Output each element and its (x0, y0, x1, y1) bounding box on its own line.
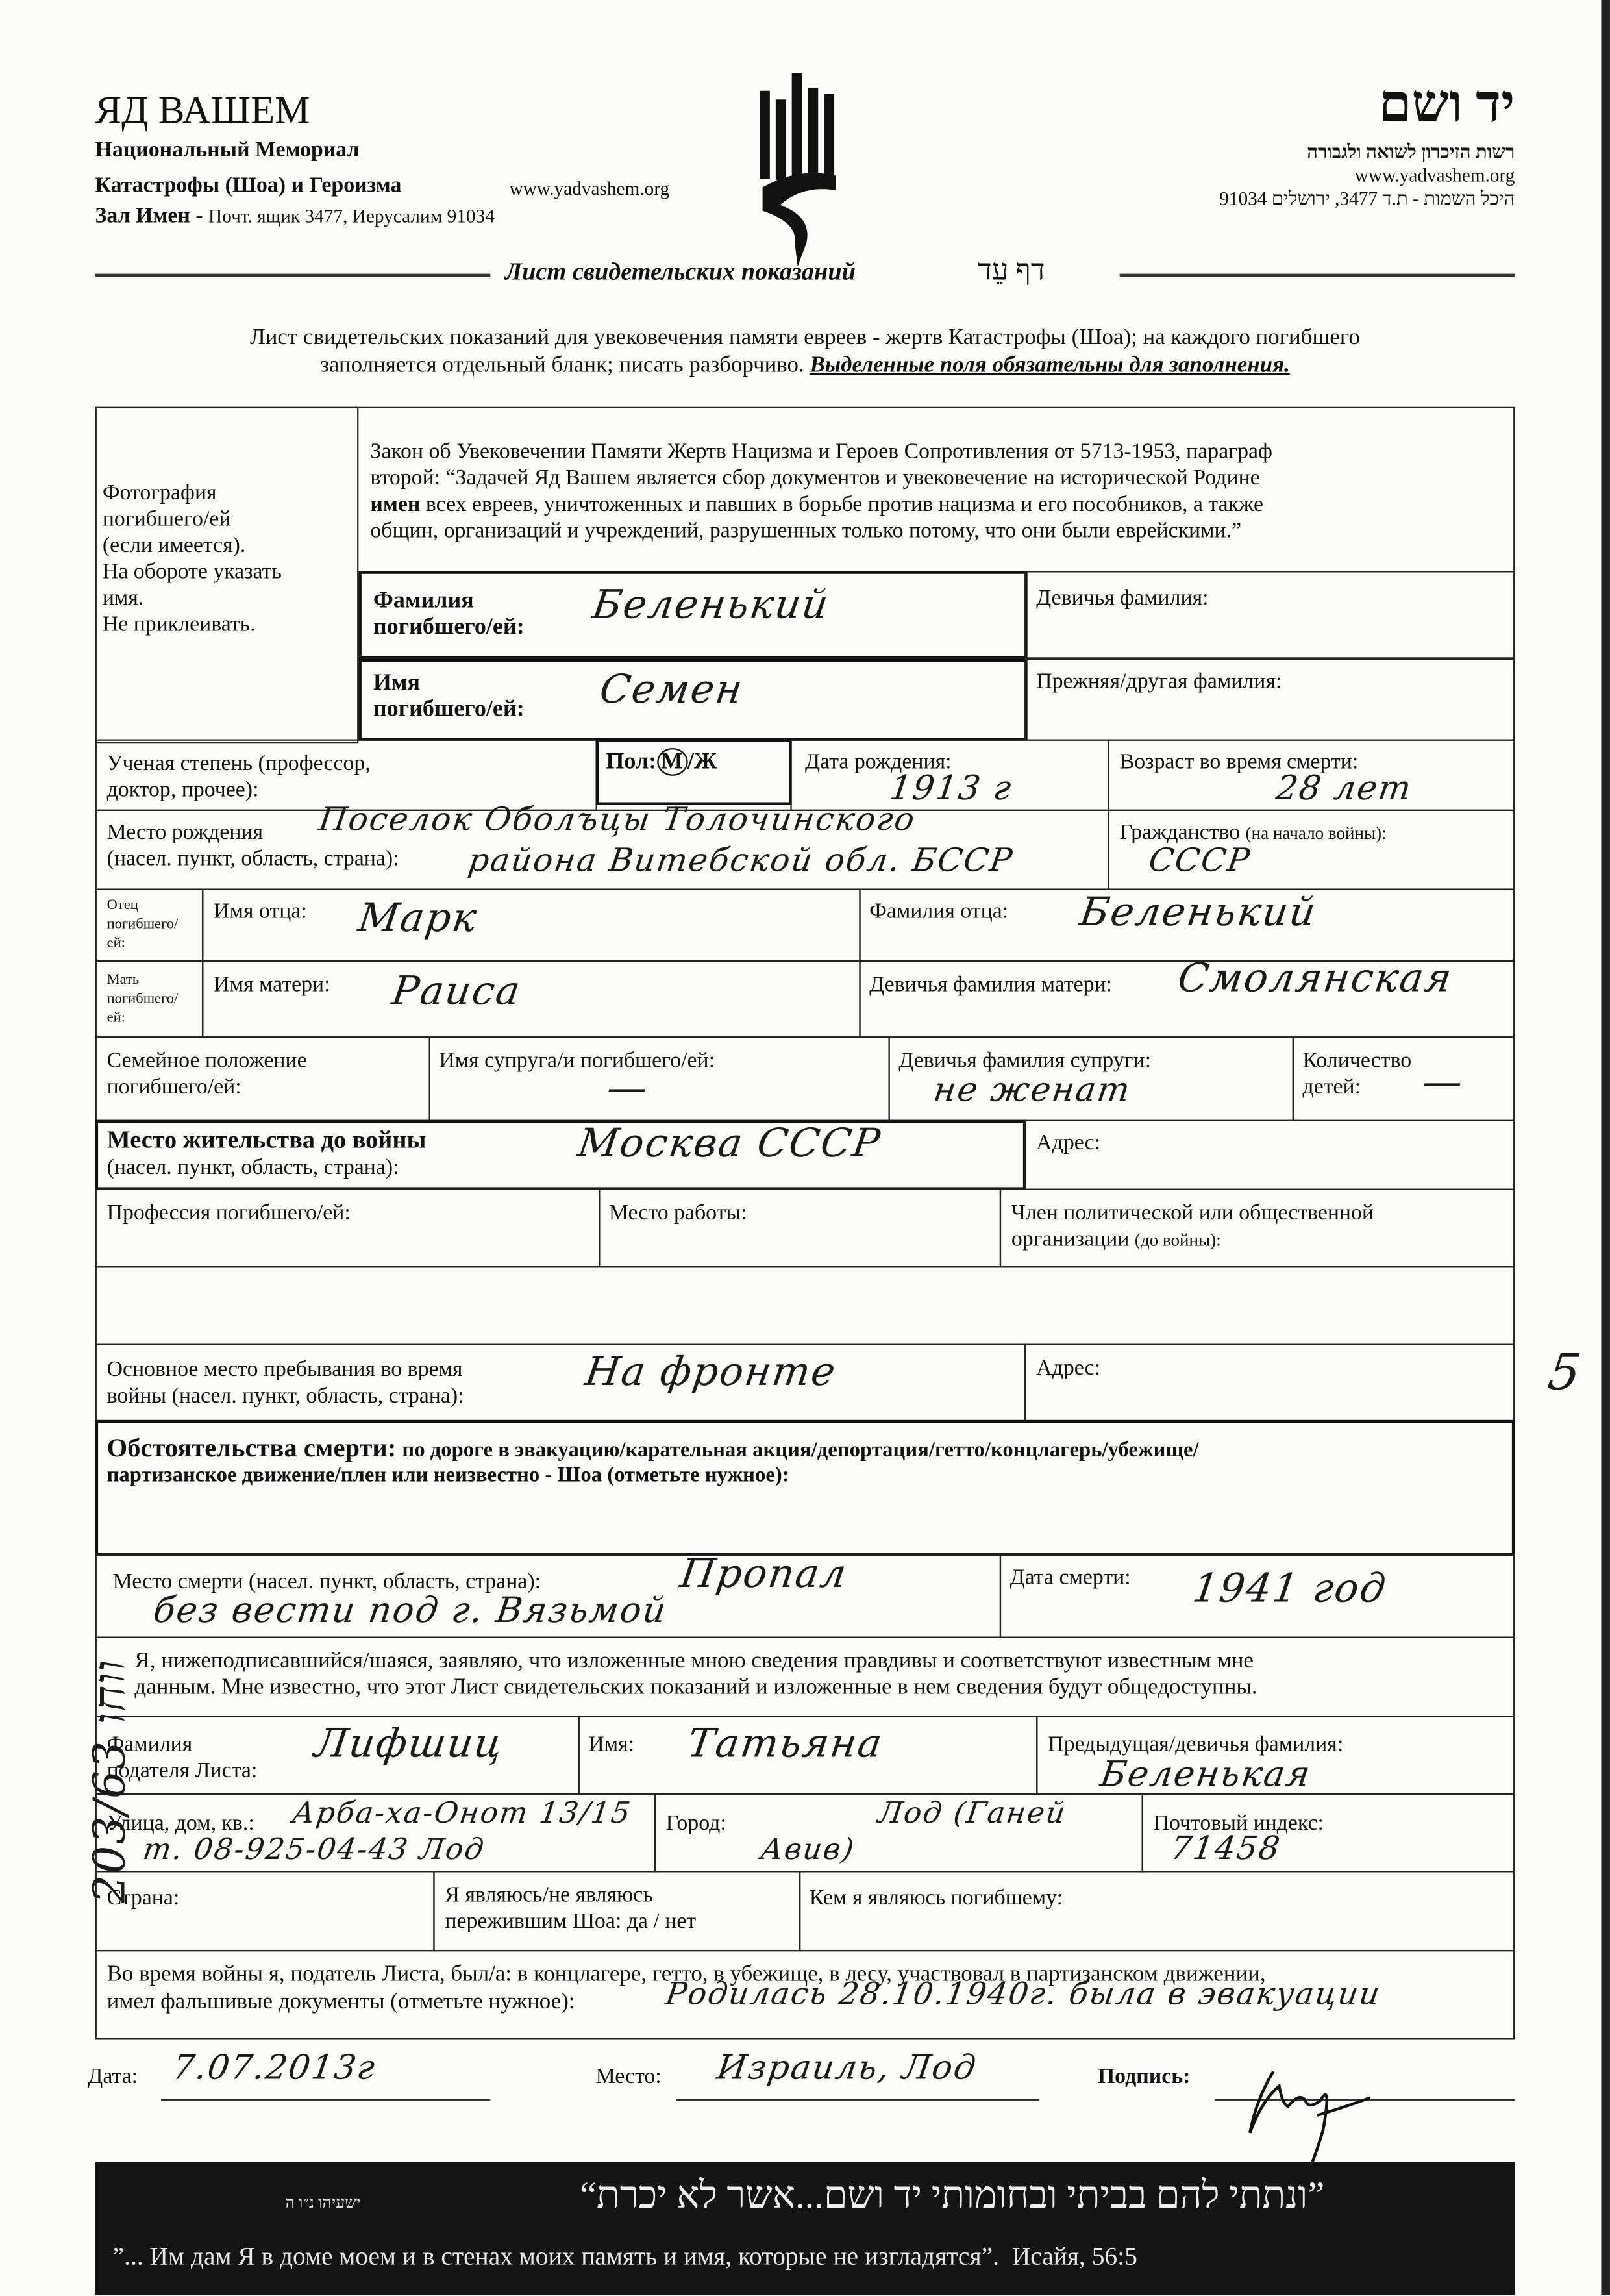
residence-value: Москва СССР (575, 1121, 884, 1167)
page-mark: 5 (1544, 1343, 1586, 1403)
city-value-line1: Лод (Ганей (875, 1795, 1069, 1830)
signature-icon (1230, 2042, 1420, 2174)
scan-edge (1601, 0, 1610, 2295)
submitter-previous-value: Беленькая (1097, 1753, 1314, 1795)
mother-maiden-label: Девичья фамилия матери: (869, 973, 1113, 997)
country-label: Страна: (106, 1887, 180, 1911)
he-url: www.yadvashem.org (1354, 164, 1515, 186)
date-value[interactable]: 7.07.2013г (169, 2049, 378, 2088)
ru-org-title: ЯД ВАШЕМ (95, 88, 310, 132)
intro-line1: Лист свидетельских показаний для увековечения памяти евреев - жертв Катастрофы (Шоа); на каждого погибшего (250, 325, 1360, 350)
spouse-name-label: Имя супруга/и погибшего/ей: (439, 1049, 715, 1073)
he-address: היכל השמות - ת.ד 3477, ירושלים 91034 (1219, 187, 1515, 210)
relation-label: Кем я являюсь погибшему: (809, 1887, 1063, 1911)
date-label: Дата: (88, 2065, 138, 2090)
wartime-place-value: На фронте (582, 1349, 839, 1395)
father-surname-value: Беленький (1076, 890, 1320, 936)
city-value-line2: Авив) (758, 1831, 858, 1867)
children-value: — (1419, 1060, 1467, 1106)
birth-date-value: 1913 г (887, 769, 1015, 808)
war-text-line1: Во время войны я, податель Листа, был/а: в концлагере, гетто, в убежище, в лесу, участвовал в партизанском движении, (106, 1962, 1266, 1987)
war-text-line2: имел фальшивые документы (отметьте нужное): (106, 1989, 575, 2015)
hebrew-quote-ref: ישעיהו נ״ו ה (285, 2194, 361, 2212)
form-title-hebrew: דף עֵד (978, 255, 1045, 287)
death-place-value-line2: без вести под г. Вязьмой (151, 1590, 670, 1631)
gender-male-selected[interactable]: М (656, 748, 687, 776)
postal-label: Почтовый индекс: (1153, 1812, 1324, 1836)
mother-name-label: Имя матери: (214, 973, 330, 997)
form-title: Лист свидетельских показаний (504, 257, 856, 286)
spouse-maiden-label: Девичья фамилия супруги: (898, 1049, 1151, 1073)
profession-label: Профессия погибшего/ей: (106, 1201, 351, 1226)
hall-of-names-label: Зал Имен - (95, 205, 203, 229)
death-date-value: 1941 год (1189, 1566, 1390, 1612)
russian-quote: ”... Им дам Я в доме моем и в стенах моих память и имя, которые не изгладятся”. (112, 2241, 999, 2271)
testimony-page: ЯД ВАШЕМ Национальный Мемориал Катастрофы (Шоа) и Героизма www.yadvashem.org Зал Имен - Почт. ящик 3477, Иерусалим 91034 יד ושם רשות הזיכרון לשואה ולגבורה www.yadvashem.org היכל השמות - ת.ד 3477, ירושלים 91034 Лист свидетельских показаний דף עֵד Лист свидетельских показаний для увековечения памяти евреев - жертв Катастрофы (Шоа); на каждого погибшего заполняется отдельный бланк; писать разборчиво. Выделенные поля обязательны для заполнения. Фотография погибшего/ей (если имеется). На обороте указать имя. Не приклеивать. Закон об Увековечении Памяти Жертв Нацизма и Героев Сопротивления от 5713-1953, параграф второй: “Задачей Яд Вашем является сбор документов и увековечение на исторической Родине имен всех евреев, уничтоженных и павших в борьбе против нацизма и его пособников, а также общин, организаций и учреждений, разрушенных только потому, что они были еврейскими.” Фамилия погибшего/ей: Беленький Девичья фамилия: Имя погибшего/ей: Семен Прежняя/другая фамилия: Ученая степень (профессор, доктор, прочее): Пол: М /Ж Дата рождения: 1913 г Возраст во время смерти: 28 лет Место рождения (насел. пункт, область, страна): Поселок Оболъцы Толочинского района Витебской обл. БССР Гражданство (на начало войны): СССР Отец погибшего/ ей: Имя отца: Марк Фамилия отца: Беленький Мать погибшего/ ей: Имя матери: Раиса Девичья фамилия матери: Смолянская Семейное положение погибшего/ей: Имя супруга/и погибшего/ей: — Девичья фамилия супруги: не женат Количество детей: — Место жительства до войны (насел. пункт, область, страна): Москва СССР Адрес: Профессия погибшего/ей: Место работы: Член политической или общественной организации (до войны): Основное место пребывания во время войны (насел. пункт, область, страна): На фронте Адрес: Обстоятельства смерти: по дороге в эвакуацию/карательная акция/депортация/гетто/концлагерь/убежище/ партизанское движение/плен или неизвестно - Шоа (отметьте нужное): Место смерти (насел. пункт, область, страна): Пропал без вести под г. Вязьмой Дата смерти: 1941 год Я, нижеподписавшийся/шаяся, заявляю, что изложенные мною сведения правдивы и соответствуют известным мне данным. Мне известно, что этот Лист свидетельских показаний и изложенные в нем сведения будут общедоступны. Фамилия подателя Листа: Лифшиц Имя: Татьяна Предыдущая/девичья фамилия: Беленькая Улица, дом, кв.: Арба-ха-Онот 13/15 т. 08-925-04-43 Лод Город: Лод (Ганей Авив) Почтовый индекс: 71458 Страна: Я являюсь/не являюсь пережившим Шоа: да / нет Кем я являюсь погибшему: Во время войны я, податель Листа, был/а: в концлагере, гетто, в убежище, в лесу, участвовал в партизанском движении, имел фальшивые документы (отметьте нужное): Родилась 28.10.1940г. была в эвакуации Дата: 7.07.2013г Место: Израиль, Лод Подпись: ”ונתתי להם בביתי ובחומותי יד ושם...אשר לא יכרת“ ישעיהו נ״ו ה ”... Им дам Я в доме моем и в стенах моих память и имя, которые не изгладятся”. Исайя, 56:5 ווחו 203/63 5 (0, 0, 1610, 2295)
street-label: Улица, дом, кв.: (106, 1812, 254, 1836)
place-value[interactable]: Израиль, Лод (714, 2049, 980, 2088)
citizenship-value: СССР (1146, 843, 1254, 880)
yad-vashem-logo-icon (754, 70, 856, 268)
birthplace-value-line1: Поселок Оболъцы Толочинского (316, 802, 918, 839)
birth-date-label: Дата рождения: (804, 751, 952, 775)
birthplace-value-line2: района Витебской обл. БССР (465, 843, 1016, 880)
city-label: Город: (665, 1812, 726, 1836)
submitter-name-value: Татьяна (684, 1721, 886, 1767)
gender-female-option[interactable]: /Ж (687, 749, 717, 775)
father-surname-label: Фамилия отца: (869, 900, 1009, 924)
death-date-label: Дата смерти: (1009, 1566, 1131, 1590)
residence-address-label: Адрес: (1036, 1131, 1100, 1155)
photo-note: Фотография погибшего/ей (если имеется). На обороте указать имя. Не приклеивать. (102, 481, 282, 637)
victim-maiden-label: Девичья фамилия: (1036, 587, 1209, 611)
father-name-value: Марк (355, 895, 481, 942)
ru-url: www.yadvashem.org (509, 177, 670, 199)
workplace-label: Место работы: (608, 1201, 747, 1226)
signature-label: Подпись: (1097, 2065, 1191, 2090)
place-label: Место: (595, 2065, 662, 2090)
spouse-name-value: — (604, 1066, 652, 1112)
submitter-name-label: Имя: (588, 1733, 635, 1757)
victim-surname-value: Беленький (589, 582, 832, 629)
russian-quote-ref: Исайя, 56:5 (1011, 2241, 1137, 2271)
age-label: Возраст во время смерти: (1119, 751, 1359, 775)
he-org-title: יד ושם (1378, 74, 1515, 134)
victim-other-surname-label: Прежняя/другая фамилия: (1036, 670, 1282, 694)
spouse-maiden-value: не женат (931, 1071, 1133, 1110)
law-text: Закон об Увековечении Памяти Жертв Нацизма и Героев Сопротивления от 5713-1953, параграф второй: “Задачей Яд Вашем является сбор документов и увековечение на исторической Родине имен всех евреев, уничтоженных и павших в борьбе против нацизма и его пособников, а также общин, организаций и учреждений, разрушенных только потому, что они были еврейскими.” (370, 440, 1272, 543)
street-value-line1: Арба-ха-Онот 13/15 (290, 1795, 634, 1830)
intro-line2: заполняется отдельный бланк; писать разборчиво. (320, 353, 804, 378)
submitter-surname-value: Лифшиц (311, 1721, 507, 1767)
victim-name-value: Семен (597, 668, 747, 713)
ru-address: Почт. ящик 3477, Иерусалим 91034 (208, 205, 495, 227)
wartime-address-label: Адрес: (1036, 1356, 1100, 1380)
postal-value: 71458 (1168, 1831, 1283, 1868)
father-name-label: Имя отца: (214, 900, 307, 924)
age-value: 28 лет (1273, 769, 1415, 808)
death-place-label: Место смерти (насел. пункт, область, страна): (112, 1571, 541, 1595)
war-value: Родилась 28.10.1940г. была в эвакуации (663, 1976, 1383, 2012)
street-value-line2: т. 08-925-04-43 Лод (141, 1831, 488, 1867)
ru-org-line2: Катастрофы (Шоа) и Героизма (95, 174, 402, 198)
empty-row[interactable] (95, 1266, 1515, 1345)
death-place-value-line1: Пропал (677, 1551, 850, 1597)
ru-org-line1: Национальный Мемориал (95, 139, 360, 163)
hebrew-quote: ”ונתתי להם בביתי ובחומותי יד ושם...אשר לא יכרת“ (580, 2173, 1325, 2217)
archive-number-stamp: ווחו 203/63 (84, 1658, 136, 1903)
mother-name-value: Раиса (389, 969, 525, 1015)
submitter-previous-label: Предыдущая/девичья фамилия: (1048, 1733, 1344, 1757)
required-fields-note: Выделенные поля обязательны для заполнения. (810, 353, 1290, 378)
victim-maiden-field[interactable] (1024, 571, 1515, 658)
circumstances-options: партизанское движение/плен или неизвестно - Шоа (отметьте нужное): (106, 1464, 789, 1488)
he-org-line1: רשות הזיכרון לשואה ולגבורה (1307, 140, 1515, 163)
isaiah-quote-banner (95, 2162, 1515, 2295)
mother-maiden-value: Смолянская (1174, 956, 1456, 1002)
